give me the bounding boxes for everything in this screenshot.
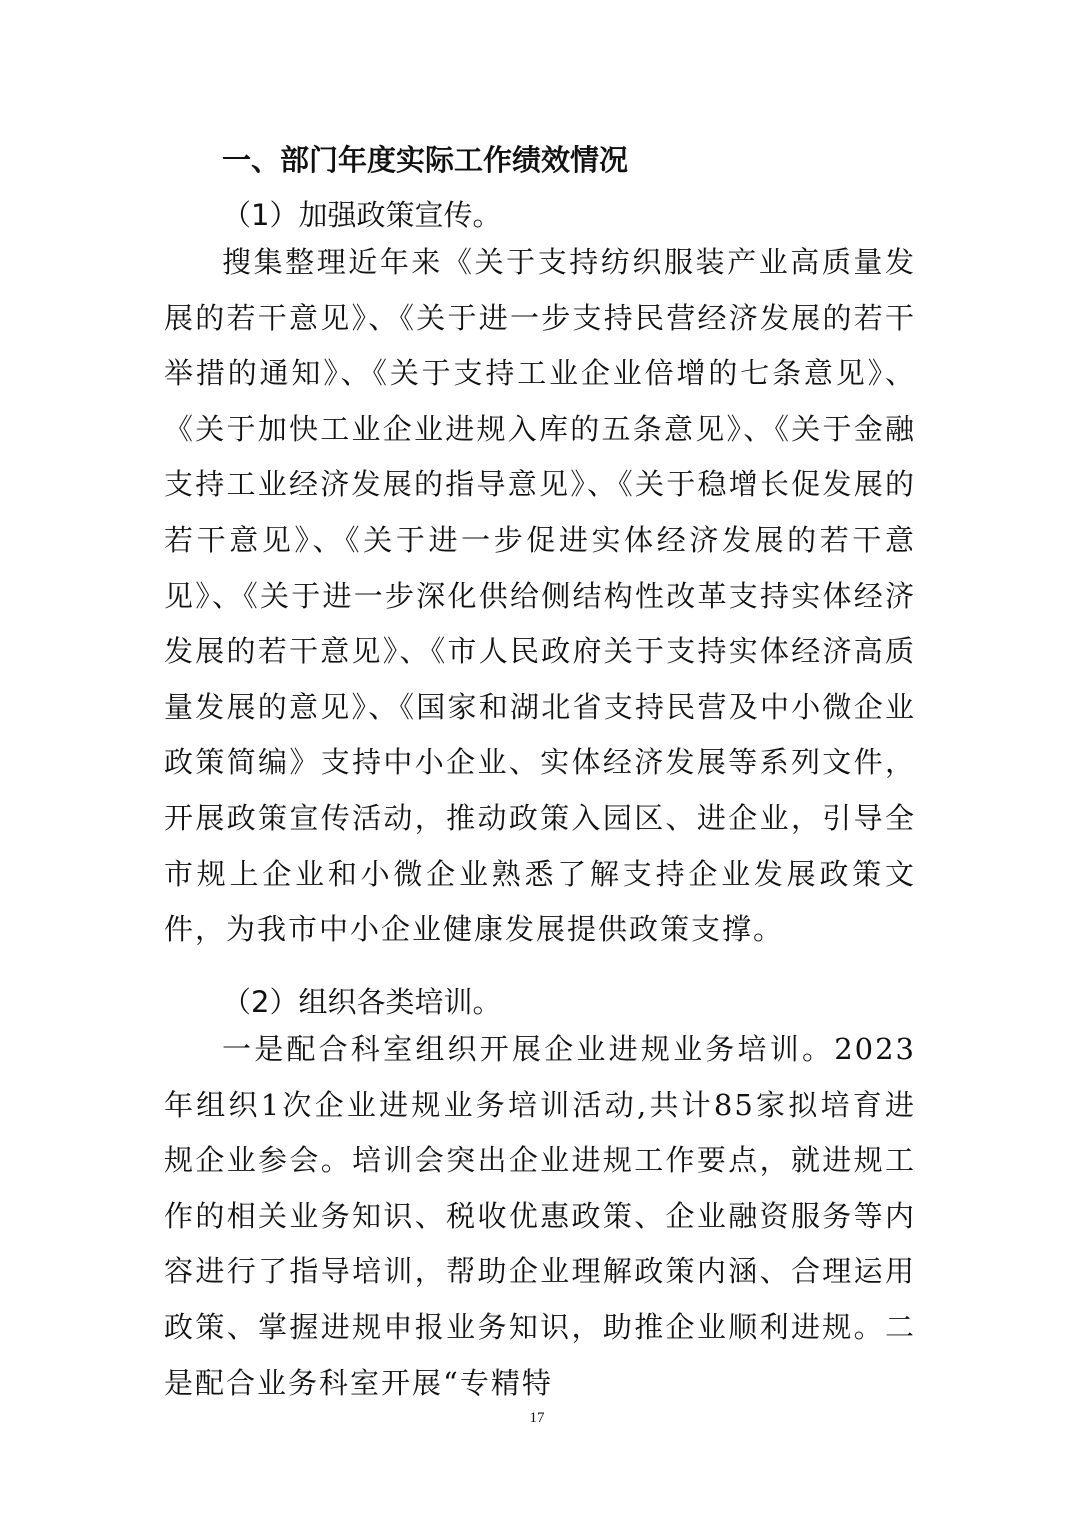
section-heading: 一、部门年度实际工作绩效情况	[222, 143, 629, 177]
subsection-title-policy-promotion: （1）加强政策宣传。	[222, 198, 502, 232]
paragraph-policy-promotion: 搜集整理近年来《关于支持纺织服装产业高质量发展的若干意见》、《关于进一步支持民营经济发展的若干举措的通知》、《关于支持工业企业倍增的七条意见》、《关于加快工业企业进规入库的五条意见》、《关于金融支持工业经济发展的指导意见》、《关于稳增长促发展的若干意见》、《关于进一步促进实体经济发展的若干意见》、《关于进一步深化供给侧结构性改革支持实体经济发展的若干意见》、《市人民政府关于支持实体经济高质量发展的意见》、《国家和湖北省支持民营及中小微企业政策简编》支持中小企业、实体经济发展等系列文件，开展政策宣传活动，推动政策入园区、进企业，引导全市规上企业和小微企业熟悉了解支持企业发展政策文件，为我市中小企业健康发展提供政策支撑。	[164, 245, 916, 947]
page-number: 17	[529, 1410, 545, 1426]
subsection-title-training: （2）组织各类培训。	[222, 985, 502, 1019]
paragraph-training: 一是配合科室组织开展企业进规业务培训。2023年组织1次企业进规业务培训活动,共计85家拟培育进规企业参会。培训会突出企业进规工作要点，就进规工作的相关业务知识、税收优惠政策、企业融资服务等内容进行了指导培训，帮助企业理解政策内涵、合理运用政策、掌握进规申报业务知识，助推企业顺利进规。二是配合业务科室开展“专精特	[164, 1032, 916, 1400]
